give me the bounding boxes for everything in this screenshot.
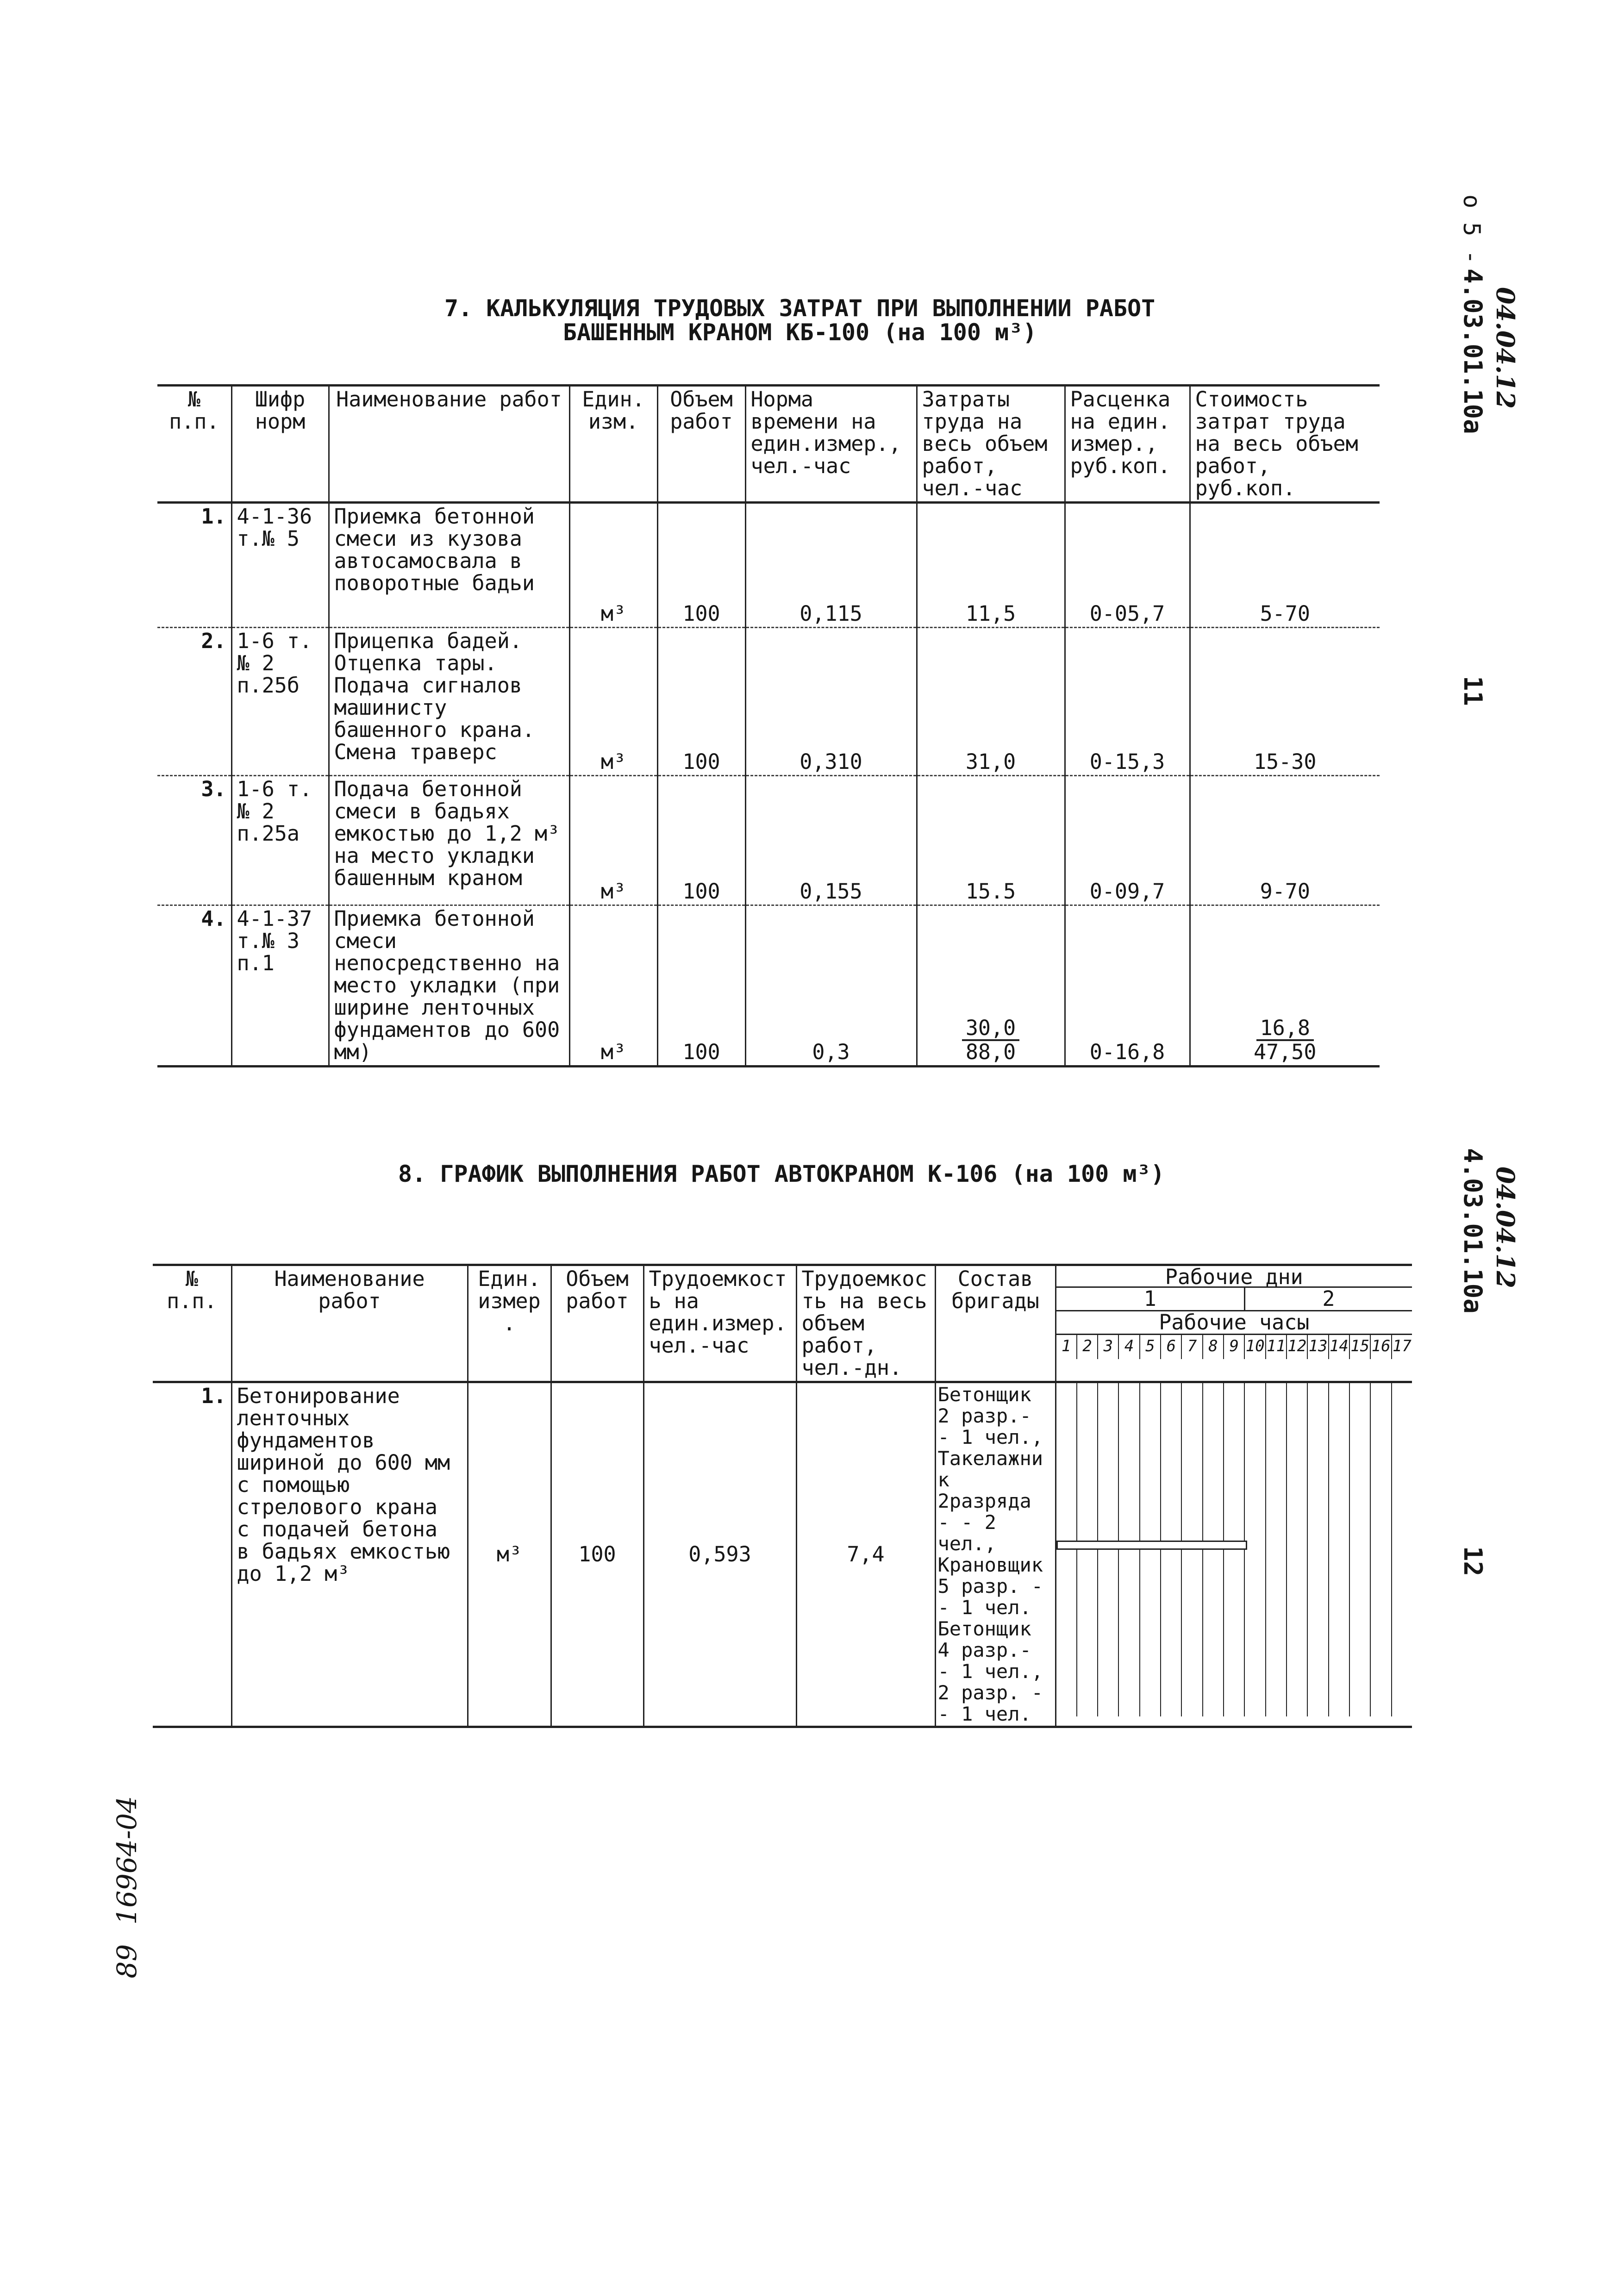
hour-column [1371, 1383, 1392, 1716]
row-norm: 0,3 [745, 905, 917, 1067]
hour-column [1161, 1383, 1182, 1716]
row-cost: 9-70 [1190, 776, 1380, 905]
row-norm: 0,310 [745, 628, 917, 776]
header-name: Наименование работ [231, 1265, 468, 1382]
header-unit: Един. измер. [468, 1265, 551, 1382]
row-volume: 100 [551, 1382, 643, 1727]
header-code: Шифр норм [231, 386, 329, 503]
row-labor: 30,0 [962, 1017, 1019, 1041]
hour-6: 6 [1161, 1335, 1182, 1359]
hour-column [1308, 1383, 1329, 1716]
hour-column [1266, 1383, 1287, 1716]
day-1: 1 [1056, 1288, 1245, 1310]
row-name: Прицепка бадей. Отцепка тары. Подача сигналов машинисту башенного крана. Смена траверс [329, 628, 569, 776]
row-num: 3. [157, 776, 231, 905]
section7-title-line2: БАШЕННЫМ КРАНОМ КБ-100 (на 100 м³) [562, 319, 1037, 346]
hour-column [1245, 1383, 1266, 1716]
table-row [157, 905, 1380, 1067]
left-stamp: 16964-04 [111, 1796, 143, 1925]
row-code: 4-1-36 т.№ 5 [231, 503, 329, 628]
row-volume: 100 [657, 905, 745, 1067]
margin-mid-code: 04.04.12 [1491, 1167, 1520, 1289]
header-crew: Состав бригады [935, 1265, 1056, 1382]
header-volume: Объем работ [657, 386, 745, 503]
hour-column [1329, 1383, 1350, 1716]
section7-title-line1: 7. КАЛЬКУЛЯЦИЯ ТРУДОВЫХ ЗАТРАТ ПРИ ВЫПОЛНЕНИИ РАБОТ [444, 295, 1156, 322]
header-unit: Един. изм. [569, 386, 657, 503]
row-num: 1. [157, 503, 231, 628]
header-name: Наименование работ [329, 386, 569, 503]
left-number: 89 [111, 1944, 143, 1978]
hour-4: 4 [1119, 1335, 1140, 1359]
hour-5: 5 [1140, 1335, 1161, 1359]
row-name: Приемка бетонной смеси непосредственно на место укладки (при ширине ленточных фундаментов до 600 мм) [329, 905, 569, 1067]
table-header-row [157, 386, 1380, 503]
work-schedule-table [153, 1264, 1412, 1728]
hour-14: 14 [1329, 1335, 1350, 1359]
hour-column [1203, 1383, 1224, 1716]
row-code: 1-6 т.№ 2 п.25а [231, 776, 329, 905]
row-volume: 100 [657, 776, 745, 905]
hour-9: 9 [1224, 1335, 1245, 1359]
margin-top-doc: 4.03.01.10а [1458, 268, 1487, 434]
row-crew: Бетонщик 2 разр.- - 1 чел., Такелажник 2разряда - - 2 чел., Крановщик 5 разр. - - 1 чел. Бетонщик 4 разр.- - 1 чел., 2 разр. - - 1 чел. [935, 1382, 1056, 1727]
row-unit: м³ [569, 628, 657, 776]
hour-2: 2 [1077, 1335, 1098, 1359]
gantt-header [1056, 1265, 1412, 1382]
hour-column [1056, 1383, 1077, 1716]
row-norm: 0,155 [745, 776, 917, 905]
row-labor: 7,4 [796, 1382, 935, 1727]
row-labor: 31,0 [917, 628, 1065, 776]
row-num: 4. [157, 905, 231, 1067]
day-2: 2 [1322, 1286, 1335, 1311]
header-rate: Расценка на един. измер., руб.коп. [1065, 386, 1190, 503]
header-num: № п.п. [157, 386, 231, 503]
row-rate: 0-16,8 [1065, 905, 1190, 1067]
schedule-row [153, 1382, 1412, 1727]
header-cost: Стоимость затрат труда на весь объем работ, руб.коп. [1190, 386, 1380, 503]
hour-11: 11 [1266, 1335, 1287, 1359]
row-num: 1. [153, 1382, 231, 1727]
hour-15: 15 [1350, 1335, 1371, 1359]
hour-1: 1 [1056, 1335, 1077, 1359]
work-days-label: Рабочие дни [1056, 1266, 1412, 1288]
labor-calculation-table [157, 384, 1380, 1067]
row-volume: 100 [657, 628, 745, 776]
row-volume: 100 [657, 503, 745, 628]
row-num: 2. [157, 628, 231, 776]
gantt-body [1056, 1382, 1412, 1727]
page-number-12: 12 [1458, 1546, 1487, 1577]
hour-column [1224, 1383, 1245, 1716]
hour-column [1182, 1383, 1203, 1716]
work-hours-label: Рабочие часы [1056, 1311, 1412, 1335]
page-number-11: 11 [1458, 676, 1487, 706]
hours-grid [1056, 1383, 1412, 1716]
hour-column [1077, 1383, 1098, 1716]
row-rate: 0-05,7 [1065, 503, 1190, 628]
labor-total: 88,0 [965, 1040, 1016, 1064]
hour-7: 7 [1182, 1335, 1203, 1359]
table-row [157, 628, 1380, 776]
header-volume: Объем работ [551, 1265, 643, 1382]
hours-row [1056, 1335, 1412, 1359]
row-name: Подача бетонной смеси в бадьях емкостью до 1,2 м³ на место укладки башенным краном [329, 776, 569, 905]
row-norm: 0,593 [643, 1382, 796, 1727]
hour-10: 10 [1245, 1335, 1266, 1359]
row-labor: 15.5 [917, 776, 1065, 905]
row-norm: 0,115 [745, 503, 917, 628]
margin-top-code: 04.04.12 [1491, 287, 1520, 409]
row-unit: м³ [468, 1382, 551, 1727]
cost-total: 47,50 [1254, 1040, 1317, 1064]
row-code: 1-6 т.№ 2 п.25б [231, 628, 329, 776]
hour-column [1287, 1383, 1308, 1716]
margin-mid-doc: 4.03.01.10а [1458, 1148, 1487, 1314]
table-row [157, 503, 1380, 628]
row-name: Приемка бетонной смеси из кузова автосамосвала в поворотные бадьи [329, 503, 569, 628]
section8-title: 8. ГРАФИК ВЫПОЛНЕНИЯ РАБОТ АВТОКРАНОМ К-106 (на 100 м³) [398, 1160, 1165, 1187]
hour-column [1350, 1383, 1371, 1716]
row-labor-fraction [917, 905, 1065, 1067]
hour-column [1098, 1383, 1119, 1716]
row-code: 4-1-37 т.№ 3 п.1 [231, 905, 329, 1067]
section7-title [444, 296, 1155, 344]
hour-17: 17 [1392, 1337, 1412, 1355]
row-rate: 0-15,3 [1065, 628, 1190, 776]
row-cost: 5-70 [1190, 503, 1380, 628]
header-labor: Затраты труда на весь объем работ, чел.-час [917, 386, 1065, 503]
schedule-header-row [153, 1265, 1412, 1382]
hour-12: 12 [1287, 1335, 1308, 1359]
margin-small-note: о 5 - [1458, 194, 1485, 264]
row-cost-fraction [1190, 905, 1380, 1067]
hour-13: 13 [1308, 1335, 1329, 1359]
row-rate: 0-09,7 [1065, 776, 1190, 905]
row-cost: 16,8 [1256, 1017, 1314, 1041]
row-unit: м³ [569, 503, 657, 628]
days-row [1056, 1288, 1412, 1311]
row-labor: 11,5 [917, 503, 1065, 628]
header-labor: Трудоемкость на весь объем работ, чел.-дн. [796, 1265, 935, 1382]
hour-column [1119, 1383, 1140, 1716]
hour-column [1392, 1383, 1412, 1716]
header-norm: Норма времени на един.измер., чел.-час [745, 386, 917, 503]
row-name: Бетонирование ленточных фундаментов шириной до 600 мм с помощью стрелового крана с подачей бетона в бадьях емкостью до 1,2 м³ [231, 1382, 468, 1727]
row-unit: м³ [569, 776, 657, 905]
hour-16: 16 [1371, 1335, 1392, 1359]
header-norm: Трудоемкость на един.измер. чел.-час [643, 1265, 796, 1382]
table-row [157, 776, 1380, 905]
row-unit: м³ [569, 905, 657, 1067]
gantt-bar [1056, 1541, 1248, 1550]
hour-3: 3 [1098, 1335, 1119, 1359]
row-cost: 15-30 [1190, 628, 1380, 776]
hour-column [1140, 1383, 1161, 1716]
header-num: № п.п. [153, 1265, 231, 1382]
hour-8: 8 [1203, 1335, 1224, 1359]
